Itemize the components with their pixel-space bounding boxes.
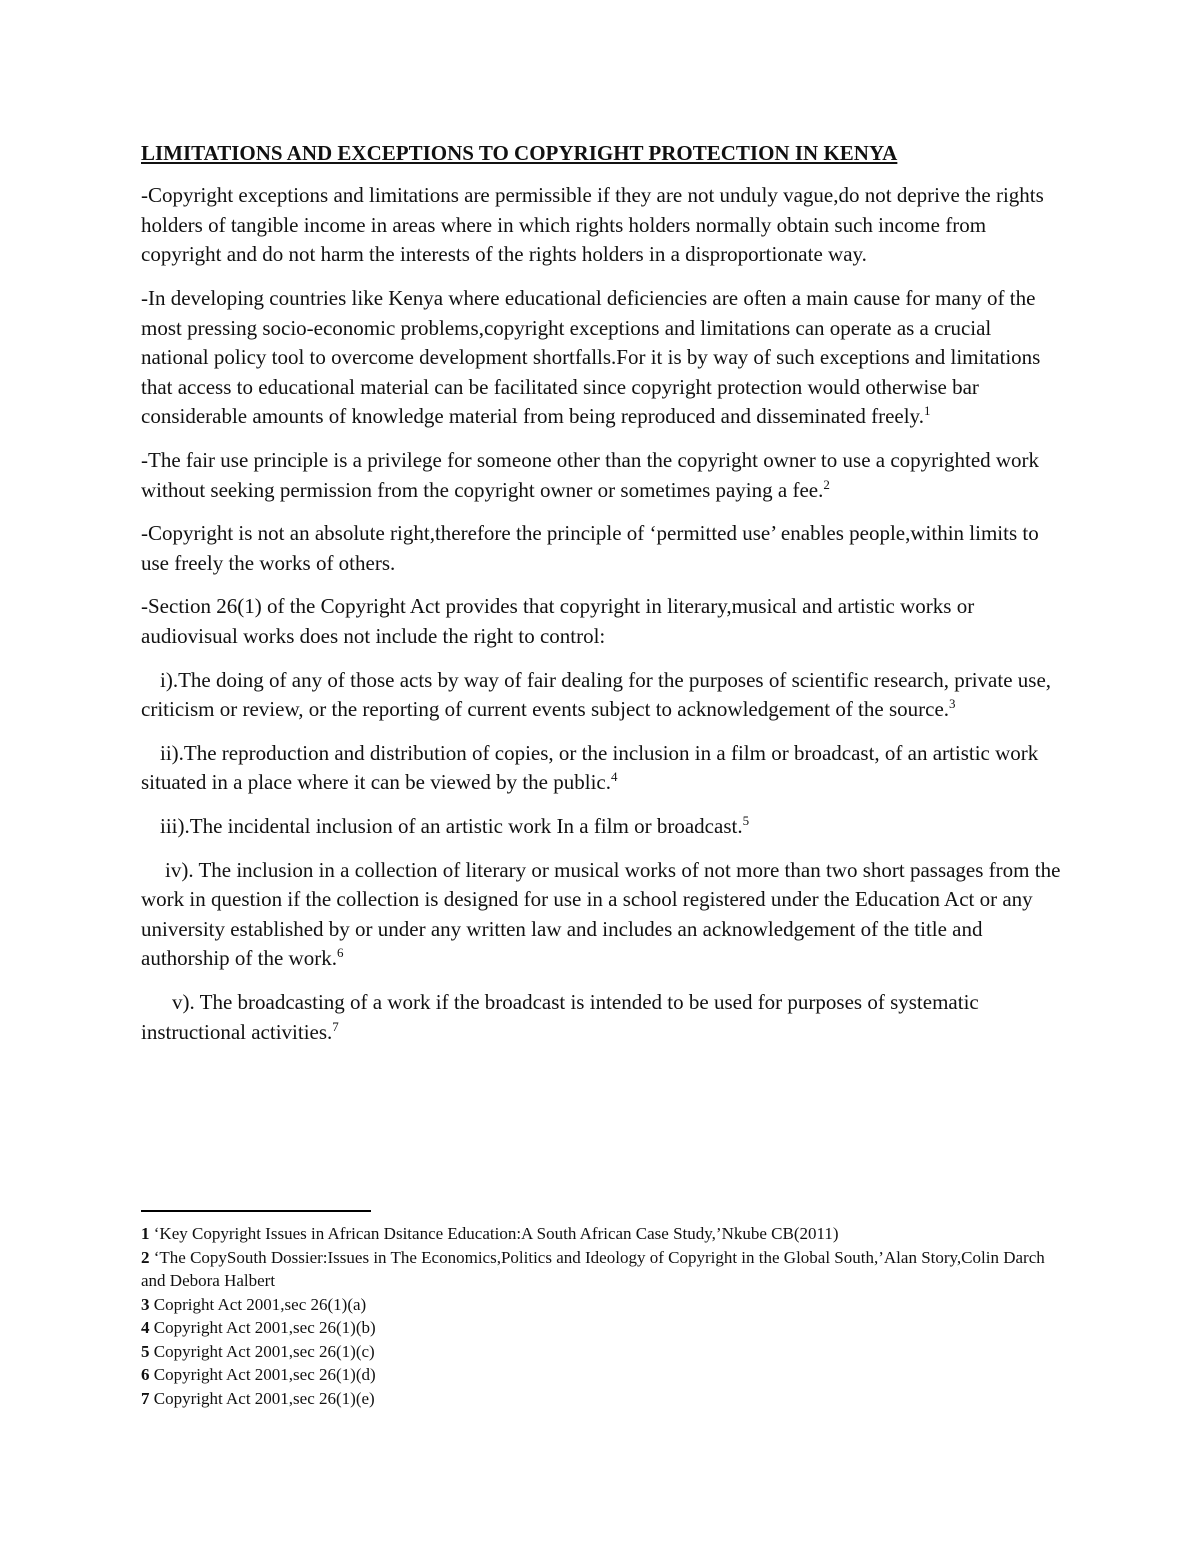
footnote-3 <box>141 1293 1061 1317</box>
footnote-reference: 3 <box>949 696 956 712</box>
footnote-7 <box>141 1387 1061 1411</box>
list-item-incidental-inclusion <box>141 812 1061 842</box>
list-item-fair-dealing <box>141 666 1061 725</box>
list-item-collection <box>141 856 1061 974</box>
footnote-4 <box>141 1316 1061 1340</box>
document-body <box>141 140 1061 1061</box>
footnotes <box>141 1222 1061 1410</box>
footnote-separator <box>141 1210 371 1212</box>
list-item-reproduction <box>141 739 1061 798</box>
footnote-text: Copyright Act 2001,sec 26(1)(c) <box>153 1341 375 1361</box>
footnote-reference: 7 <box>332 1018 339 1034</box>
footnote-number: 4 <box>141 1318 150 1337</box>
footnote-number: 1 <box>141 1224 150 1243</box>
footnote-text: ‘Key Copyright Issues in African Dsitance Education:A South African Case Study,’Nkube CB(2011) <box>153 1224 839 1243</box>
paragraph-developing-countries <box>141 284 1061 432</box>
footnote-text: Copyright Act 2001,sec 26(1)(e) <box>153 1388 375 1408</box>
paragraph-permitted-use <box>141 519 1061 578</box>
paragraph-text: -The fair use principle is a privilege for someone other than the copyright owner to use a copyrighted work without seeking permission from the copyright owner or sometimes paying a fee. <box>141 448 1040 502</box>
paragraph-text: -Section 26(1) of the Copyright Act provides that copyright in literary,musical and artistic works or audiovisual works does not include the right to control: <box>141 594 975 649</box>
list-item-text: i).The doing of any of those acts by way of fair dealing for the purposes of scientific research, private use, criticism or review, or the reporting of current events subject to acknowledgement of the source. <box>141 667 1052 722</box>
footnote-2 <box>141 1246 1061 1293</box>
footnote-6 <box>141 1363 1061 1387</box>
footnote-text: Copyright Act 2001,sec 26(1)(d) <box>153 1365 376 1384</box>
footnote-reference: 1 <box>923 403 931 419</box>
list-item-broadcasting <box>141 988 1061 1047</box>
paragraph-text: -Copyright is not an absolute right,therefore the principle of ‘permitted use’ enables people,within limits to use freely the works of others. <box>141 521 1039 575</box>
paragraph-section-26 <box>141 592 1061 651</box>
footnote-text: ‘The CopySouth Dossier:Issues in The Economics,Politics and Ideology of Copyright in the Global South,’Alan Story,Colin Darch and Debora Halbert <box>141 1247 1045 1290</box>
list-item-text: v). The broadcasting of a work if the broadcast is intended to be used for purposes of systematic instructional activities. <box>141 989 979 1044</box>
paragraph-text: -In developing countries like Kenya where educational deficiencies are often a main cause for many of the most pressing socio-economic problems,copyright exceptions and limitations can operate as a crucial national policy tool to overcome development shortfalls.For it is by way of such exceptions and limitations that access to educational material can be facilitated since copyright protection would otherwise bar considerable amounts of knowledge material from being reproduced and disseminated freely. <box>141 286 1041 429</box>
paragraph-fair-use <box>141 446 1061 505</box>
document-title: LIMITATIONS AND EXCEPTIONS TO COPYRIGHT PROTECTION IN KENYA <box>141 141 898 165</box>
list-item-text: iv). The inclusion in a collection of literary or musical works of not more than two short passages from the work in question if the collection is designed for use in a school registered under the Education Act or any university established by or under any written law and includes an acknowledgement of the title and authorship of the work. <box>141 857 1061 971</box>
footnote-reference: 6 <box>336 945 344 961</box>
paragraph-text: -Copyright exceptions and limitations are permissible if they are not unduly vague,do not deprive the rights holders of tangible income in areas where in which rights holders normally obtain such income from copyright and do not harm the interests of the rights holders in a disproportionate way. <box>141 183 1044 267</box>
list-item-text: ii).The reproduction and distribution of copies, or the inclusion in a film or broadcast, of an artistic work situated in a place where it can be viewed by the public. <box>141 740 1039 795</box>
footnote-1 <box>141 1222 1061 1246</box>
paragraph-permissibility <box>141 181 1061 270</box>
footnote-reference: 4 <box>611 769 618 785</box>
footnote-number: 3 <box>141 1294 150 1314</box>
footnote-number: 2 <box>141 1247 150 1267</box>
footnote-5 <box>141 1340 1061 1364</box>
footnote-text: Copyright Act 2001,sec 26(1)(b) <box>153 1318 376 1337</box>
footnote-reference: 2 <box>823 476 830 492</box>
footnote-text: Copright Act 2001,sec 26(1)(a) <box>153 1294 367 1314</box>
footnote-number: 5 <box>141 1341 150 1361</box>
footnote-number: 6 <box>141 1365 150 1384</box>
footnote-reference: 5 <box>742 812 750 828</box>
footnote-number: 7 <box>141 1388 150 1408</box>
list-item-text: iii).The incidental inclusion of an artistic work In a film or broadcast. <box>160 813 743 838</box>
